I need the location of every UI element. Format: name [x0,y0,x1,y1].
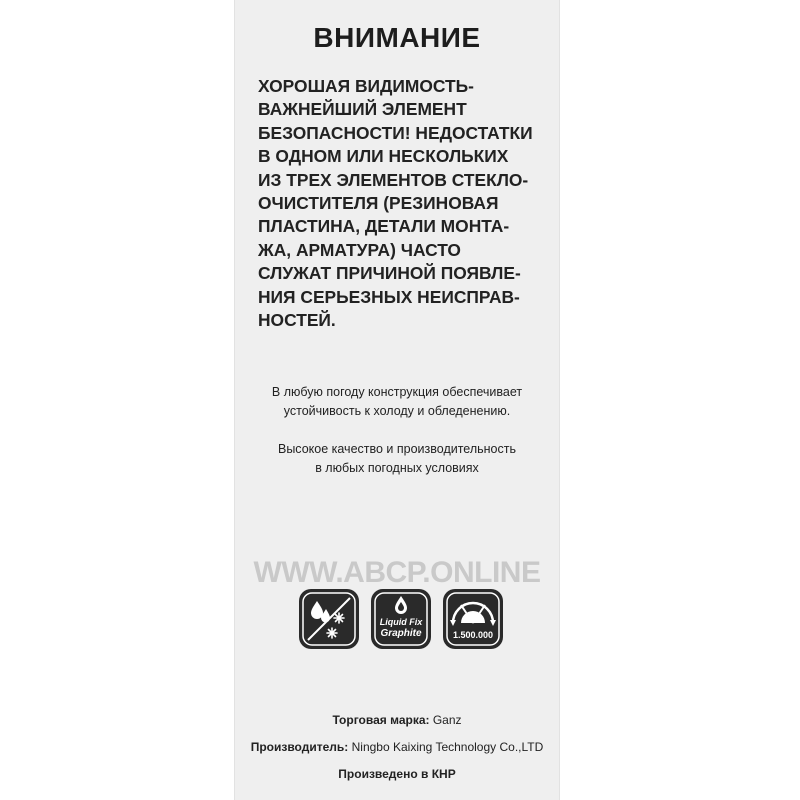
warning-line: ПЛАСТИНА, ДЕТАЛИ МОНТА- [258,216,510,237]
origin-line [234,767,560,781]
warning-line: ИЗ ТРЕХ ЭЛЕМЕНТОВ СТЕКЛО- [258,169,529,190]
graphite-label: Graphite [380,628,422,639]
maker-line [234,740,560,754]
feature-icons [297,587,505,651]
cycles-label: 1.500.000 [452,630,494,640]
brand-value: Ganz [432,713,462,727]
quality-line-2: в любых погодных условиях [315,461,479,475]
warning-line: СЛУЖАТ ПРИЧИНОЙ ПОЯВЛЕ- [258,263,521,284]
warning-line: ХОРОШАЯ ВИДИМОСТЬ- [258,76,474,96]
watermark: WWW.ABCP.ONLINE [253,556,541,589]
wiper-cycles-icon [441,587,505,651]
warning-title: ВНИМАНИЕ [313,22,481,53]
maker-value: Ningbo Kaixing Technology Co.,LTD [351,740,544,754]
weather-line-2: устойчивость к холоду и обледенению. [283,404,511,418]
origin-text: Произведено в КНР [338,767,456,781]
warning-line: В ОДНОМ ИЛИ НЕСКОЛЬКИХ [258,146,509,167]
weather-paragraph [234,383,560,421]
warning-line: ВАЖНЕЙШИЙ ЭЛЕМЕНТ [258,99,467,120]
weather-resist-icon [297,587,361,651]
quality-line-1: Высокое качество и производительность [277,442,516,456]
liquid-fix-label: Liquid Fix [379,617,423,627]
warning-line: ОЧИСТИТЕЛЯ (РЕЗИНОВАЯ [258,193,499,214]
quality-paragraph [234,440,560,478]
brand-line [234,713,560,727]
warning-line: ЖА, АРМАТУРА) ЧАСТО [258,239,461,260]
liquid-fix-graphite-icon [369,587,433,651]
warning-line: БЕЗОПАСНОСТИ! НЕДОСТАТКИ [258,122,533,143]
weather-line-1: В любую погоду конструкция обеспечивает [271,385,523,399]
warning-line: НИЯ СЕРЬЕЗНЫХ НЕИСПРАВ- [258,286,520,307]
brand-label: Торговая марка: [332,713,430,727]
maker-label: Производитель: [250,740,349,754]
warning-line: НОСТЕЙ. [258,310,336,331]
warning-text [258,75,558,332]
